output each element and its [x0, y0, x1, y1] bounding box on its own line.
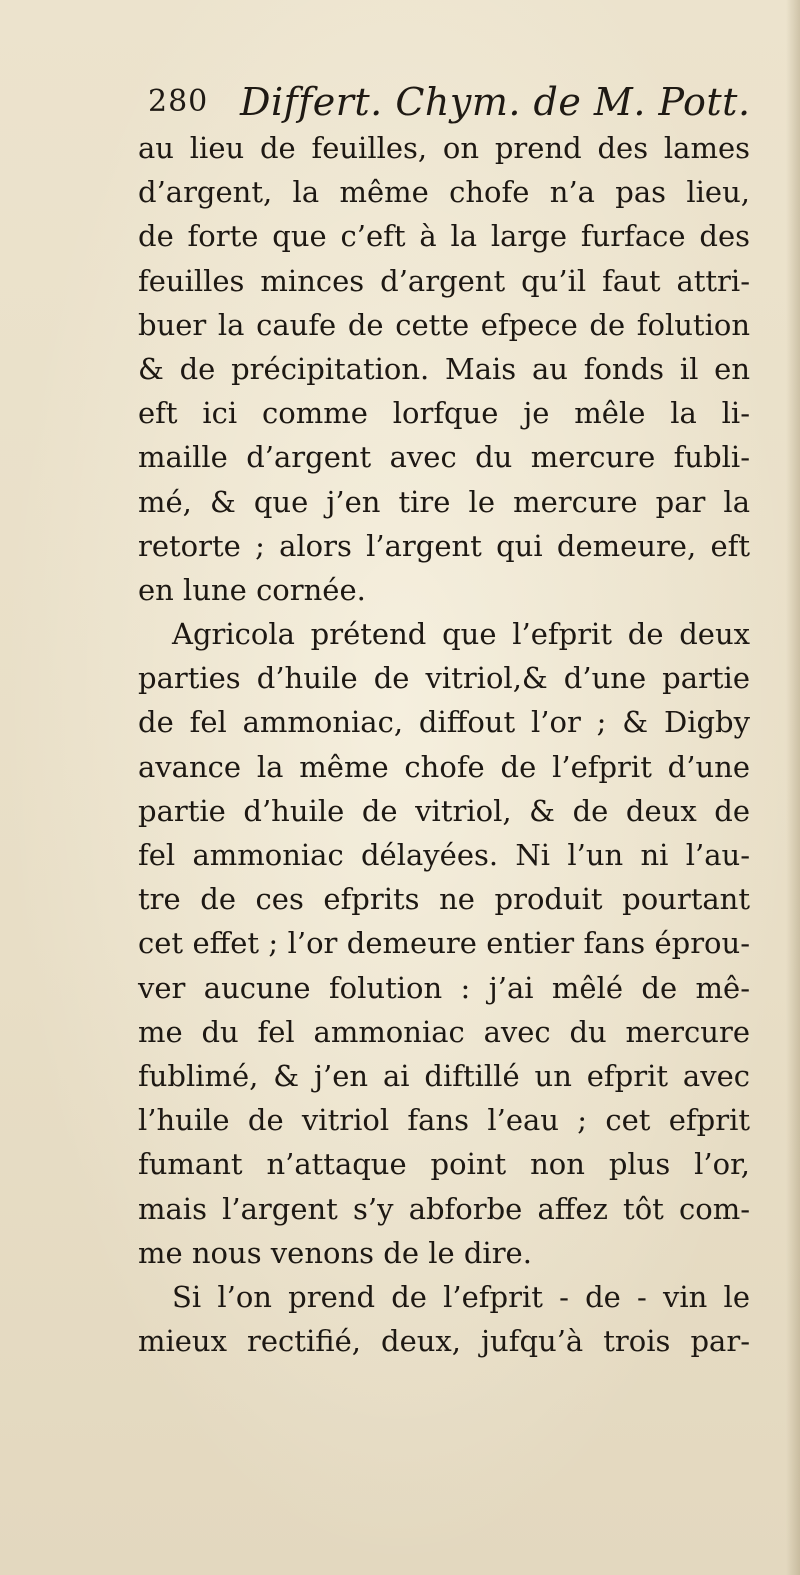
text-line: au lieu de feuilles, on prend des lames	[138, 131, 750, 165]
text-line: de forte que c’eft à la large furface des	[138, 219, 750, 254]
text-line: partie d’huile de vitriol, & de deux de	[138, 793, 750, 828]
paragraph-end-line: me nous venons de le dire.	[138, 1235, 532, 1270]
text-line: maille d’argent avec du mercure fubli-	[138, 440, 750, 475]
text-line: eft ici comme lorfque je mêle la li-	[138, 396, 750, 431]
text-line: retorte ; alors l’argent qui demeure, eft	[138, 528, 750, 563]
text-line: feuilles minces d’argent qu’il faut attri-	[138, 263, 750, 298]
text-line: cet effet ; l’or demeure entier fans éprou-	[138, 926, 750, 961]
text-line: parties d’huile de vitriol,& d’une partie	[138, 661, 750, 696]
text-line: fublimé, & j’en ai diftillé un efprit avec	[138, 1058, 750, 1093]
text-line: mais l’argent s’y abforbe affez tôt com-	[138, 1191, 750, 1226]
text-line: ver aucune folution : j’ai mêlé de mê-	[138, 970, 750, 1005]
text-line: tre de ces efprits ne produit pourtant	[138, 882, 750, 917]
text-line: & de précipitation. Mais au fonds il en	[138, 351, 750, 386]
page-edge-shadow	[786, 0, 800, 1575]
paragraph-start-line: Agricola prétend que l’efprit de deux	[172, 617, 750, 652]
text-line: avance la même chofe de l’efprit d’une	[138, 749, 750, 784]
text-line: mé, & que j’en tire le mercure par la	[138, 484, 750, 519]
text-line: de fel ammoniac, diffout l’or ; & Digby	[138, 705, 750, 740]
paragraph-end-line: en lune cornée.	[138, 572, 366, 607]
page-header	[148, 80, 751, 124]
paragraph-start-line: Si l’on prend de l’efprit - de - vin le	[172, 1279, 750, 1314]
text-line: me du fel ammoniac avec du mercure	[138, 1014, 750, 1049]
text-line: mieux rectifié, deux, jufqu’à trois par-	[138, 1324, 750, 1359]
text-line: fel ammoniac délayées. Ni l’un ni l’au-	[138, 838, 750, 872]
page-number: 280	[148, 84, 209, 119]
body-text	[138, 126, 750, 1363]
running-title: Differt. Chym. de M. Pott.	[240, 80, 751, 124]
text-line: d’argent, la même chofe n’a pas lieu,	[138, 175, 750, 210]
text-line: fumant n’attaque point non plus l’or,	[138, 1147, 750, 1182]
text-line: l’huile de vitriol fans l’eau ; cet efprit	[138, 1103, 750, 1138]
text-line: buer la caufe de cette efpece de folution	[138, 307, 750, 342]
